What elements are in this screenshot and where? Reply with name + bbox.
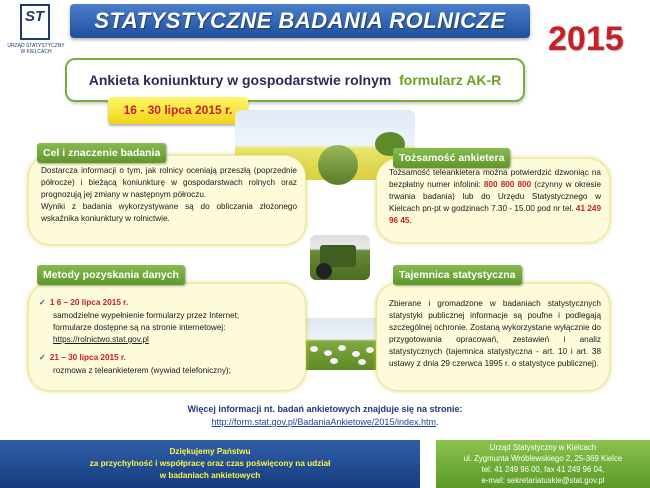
form-code: formularz AK-R (399, 72, 502, 88)
office-phone: 41 249 96 45. (389, 204, 601, 225)
metody-label: Metody pozyskania danych (37, 265, 185, 285)
tractor-wheel (316, 263, 332, 279)
trees-photo (318, 145, 358, 185)
cel-panel (28, 155, 306, 245)
cel-label: Cel i znaczenie badania (37, 143, 166, 163)
more-info-line: http://form.stat.gov.pl/BadaniaAnkietowe/2015/index.htm. (211, 417, 439, 427)
logo-mark: ST (20, 4, 50, 40)
more-info-text: Więcej informacji nt. badań ankietowych znajduje się na stronie: (187, 404, 463, 414)
footer-thanks-panel: Dziękujemy Państwu za przychylność i współpracę oraz czas poświęcony na udział w badaniach ankietowych (0, 440, 420, 488)
survey-date-badge: 16 - 30 lipca 2015 r. (108, 97, 248, 124)
page-title: STATYSTYCZNE BADANIA ROLNICZE (94, 8, 506, 33)
tajemnica-label: Tajemnica statystyczna (393, 265, 522, 285)
survey-title: Ankieta koniunktury w gospodarstwie rolnym formularz AK-R (88, 72, 502, 88)
survey-title-box (65, 58, 525, 102)
header-banner (70, 4, 530, 38)
check-icon: ✓ (39, 298, 46, 307)
office-email[interactable]: e-mail: sekretariatuskie@stat.gov.pl (481, 476, 605, 485)
check-icon: ✓ (39, 353, 46, 362)
tozsamosc-label: Tożsamość ankietera (393, 148, 510, 168)
office-name: Urząd Statystyczny w Kielcach (489, 443, 597, 452)
rolnictwo-link[interactable]: https://rolnictwo.stat.gov.pl (53, 335, 149, 344)
method-1-date: ✓ 1 6 – 20 lipca 2015 r. (39, 298, 129, 307)
sheep-dot (352, 351, 360, 357)
tajemnica-panel (376, 283, 610, 391)
metody-panel: ✓ 1 6 – 20 lipca 2015 r. samodzielne wypełnienie formularzy przez Internet; formularze dostępne są na stronie internetowej: https://rolnictwo.stat.gov.pl ✓ 21 – 30 lipca 2015 r. rozmowa z teleankieterem (wywiad telefoniczny); (28, 283, 306, 391)
footer-address-panel (436, 440, 650, 488)
office-tel: tel. 41 249 96 00, fax 41 249 96 04, (481, 465, 605, 474)
office-logo (6, 4, 66, 60)
tajemnica-text: Zbierane i gromadzone w badaniach statystycznych statystyki publicznej informacje są poufne i podlegają szczególnej ochronie. Zostaną wykorzystane wyłącznie do przygotowania opracowań, zestawień i analiz statystycznych (tajemnica statystyczna - art. 10 i art. 38 ustawy z dnia 29 czerwca 1995 r. o statystyce publicznej). (389, 299, 601, 368)
sheep-dot (310, 346, 318, 352)
form-link[interactable]: http://form.stat.gov.pl/BadaniaAnkietowe/2015/index.htm (211, 417, 436, 427)
infoline-phone: 800 800 800 (483, 180, 532, 189)
tozsamosc-text: Tożsamość teleankietera można potwierdzić dzwoniąc na bezpłatny numer infolinii: 800 800 800 (czynny w okresie trwania badania) lub do Urzędu Statystycznego w Kielcach pn-pt w godzinach 7.30 - 15.00 pod nr tel. 41 249 96 45. (389, 168, 602, 225)
cel-text: Dostarcza informacji o tym, jak rolnicy oceniają przeszłą (poprzednie półrocze) i bieżącą koniunkturę w gospodarstwach rolnych oraz prognozują jej zmiany w następnym półroczu. Wyniki z badania wykorzystywane są do obliczania złożonego wskaźnika koniunktury w rolnictwie. (41, 166, 297, 223)
sheep-dot (366, 347, 374, 353)
logo-caption: URZĄD STATYSTYCZNY W KIELCACH (7, 43, 65, 55)
office-street: ul. Zygmunta Wróblewskiego 2, 25-369 Kielce (463, 454, 623, 463)
sheep-dot (324, 350, 332, 356)
year-label: 2015 (548, 20, 624, 58)
tozsamosc-panel (376, 158, 610, 243)
tractor-photo (310, 235, 370, 280)
method-2-date: ✓ 21 – 30 lipca 2015 r. (39, 353, 126, 362)
sheep-dot (330, 358, 338, 364)
sheep-dot (358, 359, 366, 365)
sheep-dot (338, 345, 346, 351)
